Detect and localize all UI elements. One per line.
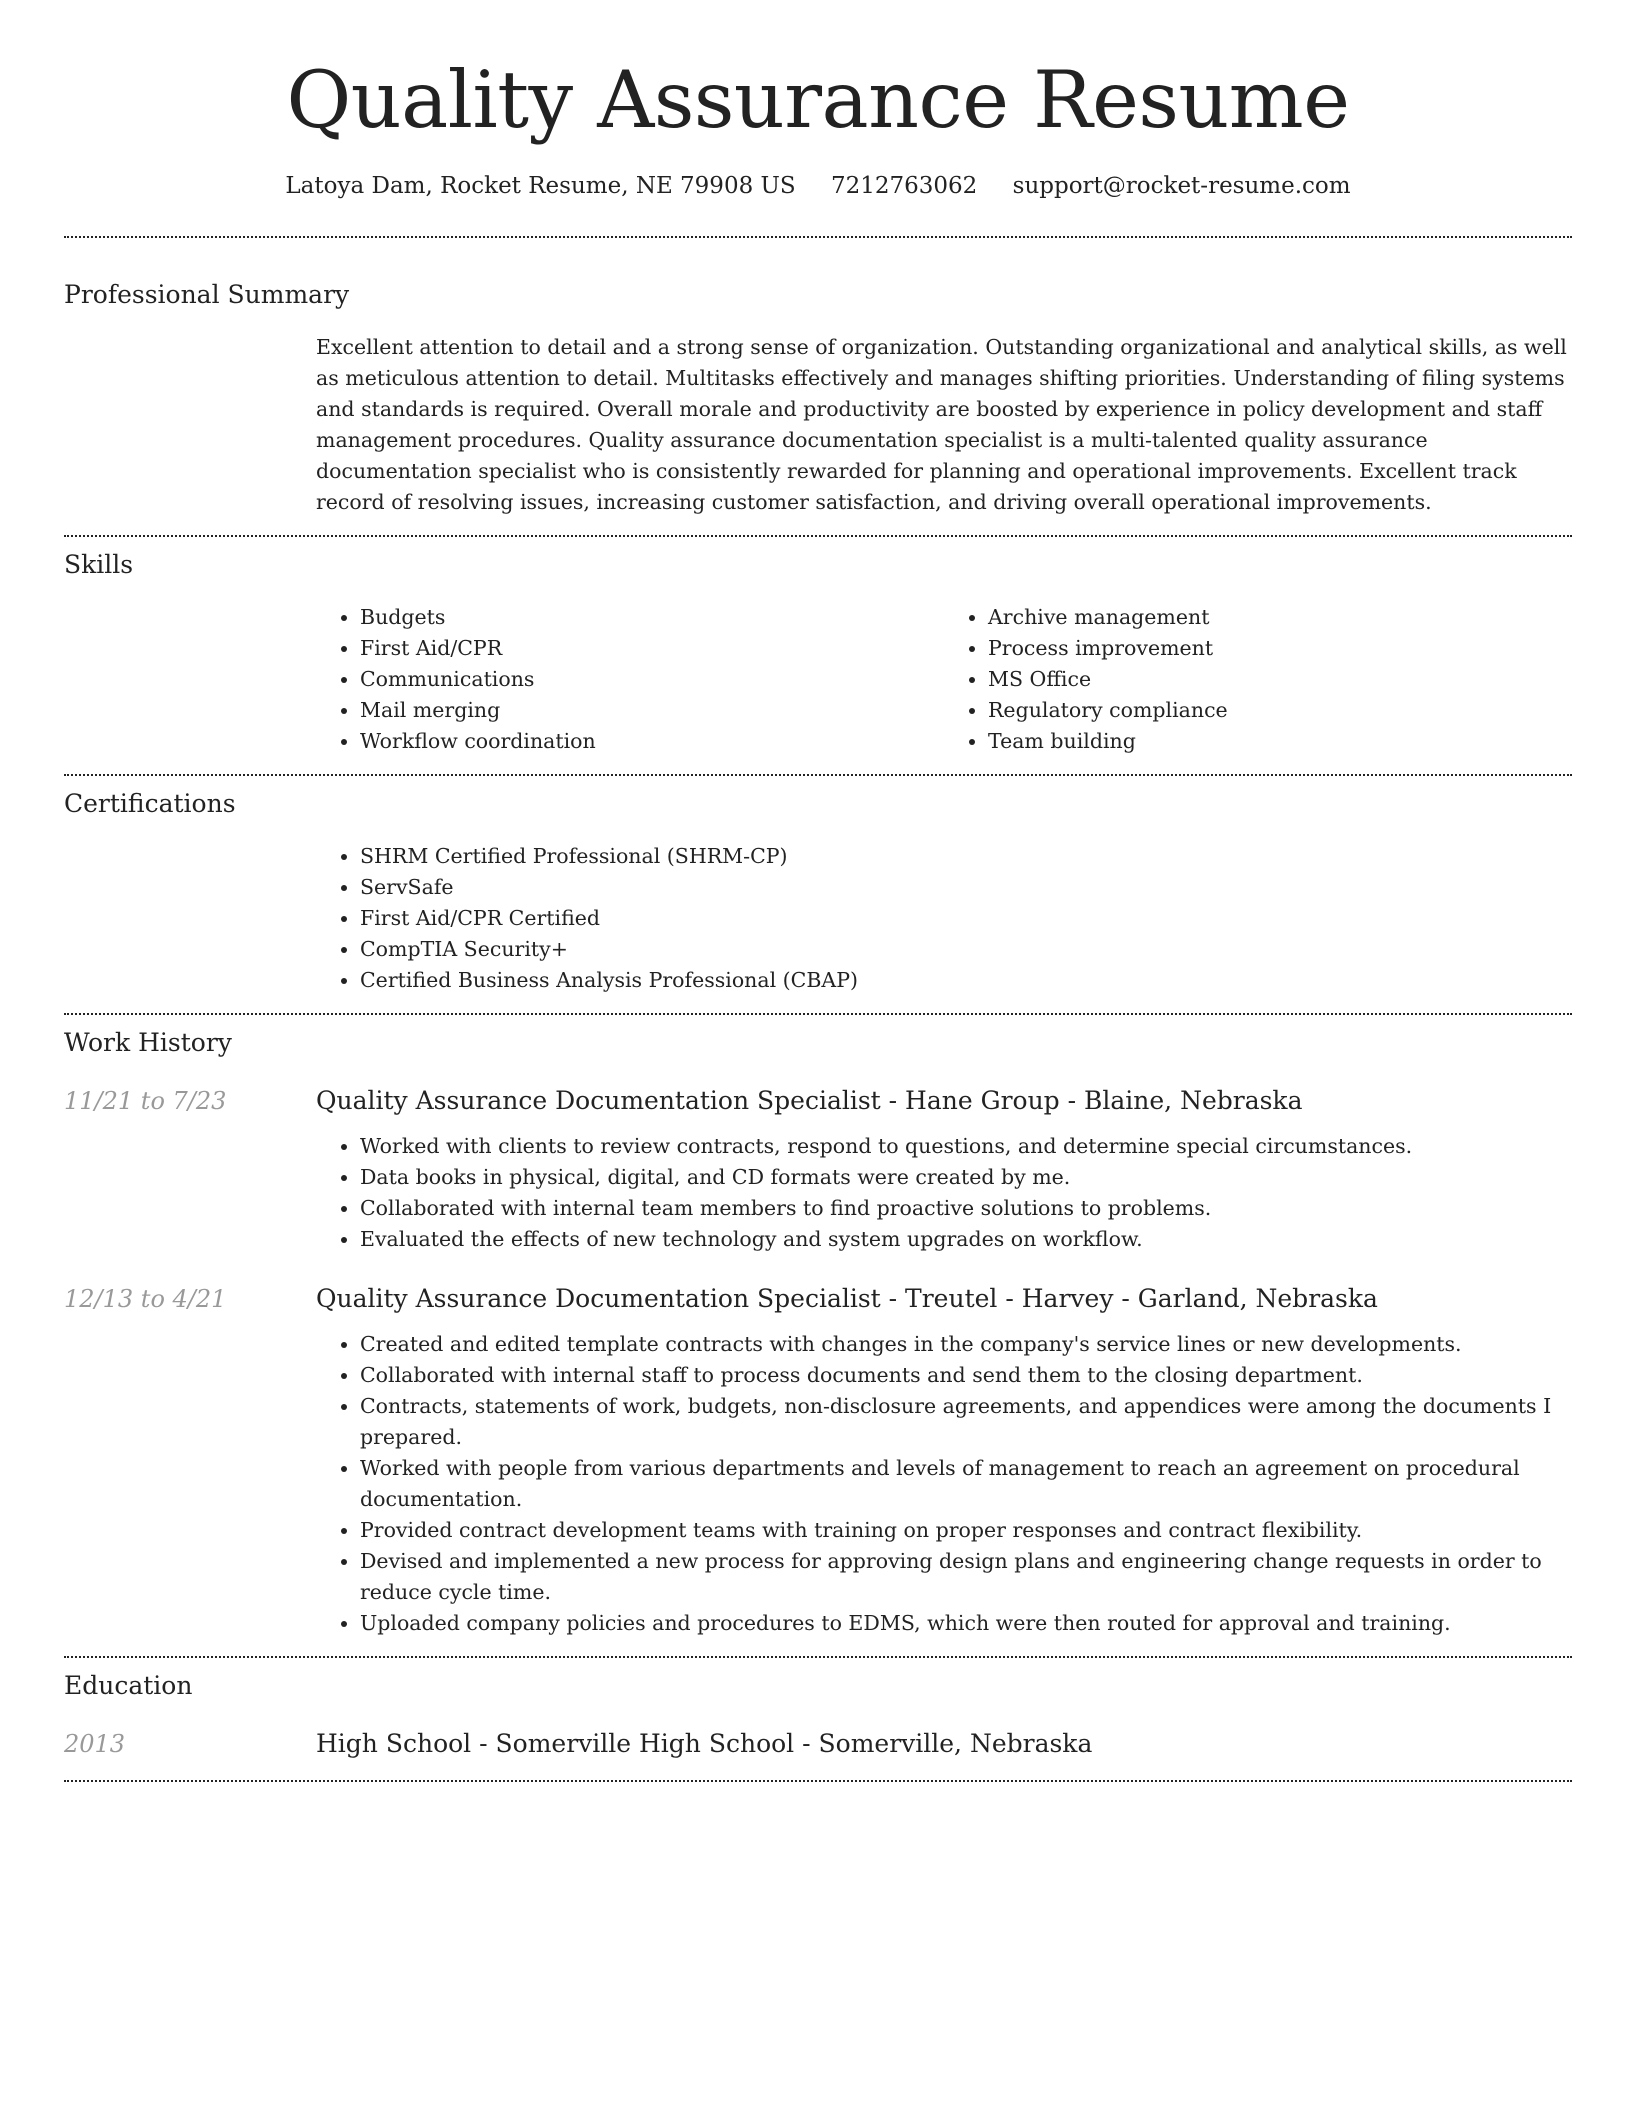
- skills-list-right: [944, 602, 1572, 757]
- skill-item: • Regulatory compliance: [988, 695, 1572, 726]
- job-bullet: • Devised and implemented a new process for approving design plans and engineering change requests in order to reduce cycle time.: [360, 1546, 1572, 1608]
- skill-item: • MS Office: [988, 664, 1572, 695]
- section-divider: [64, 1013, 1572, 1015]
- job-entry: [64, 1084, 1572, 1255]
- skill-item: • Team building: [988, 726, 1572, 757]
- education-year: 2013: [64, 1730, 126, 1758]
- section-divider: [64, 774, 1572, 776]
- section-divider: [64, 1780, 1572, 1782]
- job-details: [316, 1282, 1572, 1639]
- certifications-list: [316, 841, 1572, 996]
- education-entry: [64, 1727, 1572, 1761]
- job-dates: 12/13 to 4/21: [64, 1285, 227, 1313]
- skill-item: • Process improvement: [988, 633, 1572, 664]
- certification-item: • First Aid/CPR Certified: [360, 903, 1572, 934]
- skills-heading: Skills: [64, 550, 134, 579]
- summary-heading: Professional Summary: [64, 280, 350, 309]
- job-bullet: • Collaborated with internal team members to find proactive solutions to problems.: [360, 1193, 1572, 1224]
- job-bullet: • Provided contract development teams with training on proper responses and contract flexibility.: [360, 1515, 1572, 1546]
- job-bullet: • Data books in physical, digital, and CD formats were created by me.: [360, 1162, 1572, 1193]
- work-heading: Work History: [64, 1028, 232, 1057]
- skill-item: • First Aid/CPR: [360, 633, 944, 664]
- section-divider: [64, 236, 1572, 238]
- section-divider: [64, 1656, 1572, 1658]
- contact-address: Latoya Dam, Rocket Resume, NE 79908 US: [285, 173, 796, 199]
- skill-item: • Workflow coordination: [360, 726, 944, 757]
- page-title: Quality Assurance Resume: [286, 54, 1350, 146]
- certification-item: • Certified Business Analysis Professional (CBAP): [360, 965, 1572, 996]
- job-bullet: • Collaborated with internal staff to process documents and send them to the closing department.: [360, 1360, 1572, 1391]
- job-bullet: • Created and edited template contracts with changes in the company's service lines or new developments.: [360, 1329, 1572, 1360]
- skill-item: • Communications: [360, 664, 944, 695]
- job-bullets: [316, 1329, 1572, 1639]
- certification-item: • ServSafe: [360, 872, 1572, 903]
- job-title: Quality Assurance Documentation Specialist - Treutel - Harvey - Garland, Nebraska: [316, 1284, 1378, 1313]
- certifications-heading: Certifications: [64, 789, 236, 818]
- contact-email: support@rocket-resume.com: [1012, 173, 1351, 199]
- certification-item: • SHRM Certified Professional (SHRM-CP): [360, 841, 1572, 872]
- job-bullet: • Contracts, statements of work, budgets, non-disclosure agreements, and appendices were among the documents I prepared.: [360, 1391, 1572, 1453]
- summary-section: [316, 332, 1572, 518]
- certification-item: • CompTIA Security+: [360, 934, 1572, 965]
- job-bullet: • Worked with clients to review contracts, respond to questions, and determine special circumstances.: [360, 1131, 1572, 1162]
- education-title: High School - Somerville High School - Somerville, Nebraska: [316, 1729, 1093, 1758]
- contact-line: [64, 170, 1572, 202]
- education-details: [316, 1727, 1572, 1761]
- job-bullet: • Worked with people from various departments and levels of management to reach an agreement on procedural documentation.: [360, 1453, 1572, 1515]
- job-details: [316, 1084, 1572, 1255]
- skill-item: • Archive management: [988, 602, 1572, 633]
- summary-text: Excellent attention to detail and a strong sense of organization. Outstanding organizational and analytical skills, as well as meticulous attention to detail. Multitasks effectively and manages shifting priorities. Understanding of filing systems and standards is required. Overall morale and productivity are boosted by experience in policy development and staff management procedures. Quality assurance documentation specialist is a multi-talented quality assurance documentation specialist who is consistently rewarded for planning and operational improvements. Excellent track record of resolving issues, increasing customer satisfaction, and driving overall operational improvements.: [316, 335, 1567, 514]
- job-entry: [64, 1282, 1572, 1639]
- skill-item: • Mail merging: [360, 695, 944, 726]
- skills-section: [316, 602, 1572, 757]
- skill-item: • Budgets: [360, 602, 944, 633]
- skills-list-left: [316, 602, 944, 757]
- contact-phone: 7212763062: [830, 173, 978, 199]
- job-title: Quality Assurance Documentation Specialist - Hane Group - Blaine, Nebraska: [316, 1086, 1303, 1115]
- section-divider: [64, 535, 1572, 537]
- job-dates: 11/21 to 7/23: [64, 1087, 227, 1115]
- job-bullet: • Evaluated the effects of new technology and system upgrades on workflow.: [360, 1224, 1572, 1255]
- job-bullet: • Uploaded company policies and procedures to EDMS, which were then routed for approval and training.: [360, 1608, 1572, 1639]
- education-heading: Education: [64, 1671, 193, 1700]
- certifications-section: [316, 841, 1572, 996]
- job-bullets: [316, 1131, 1572, 1255]
- resume-page: [64, 0, 1572, 1782]
